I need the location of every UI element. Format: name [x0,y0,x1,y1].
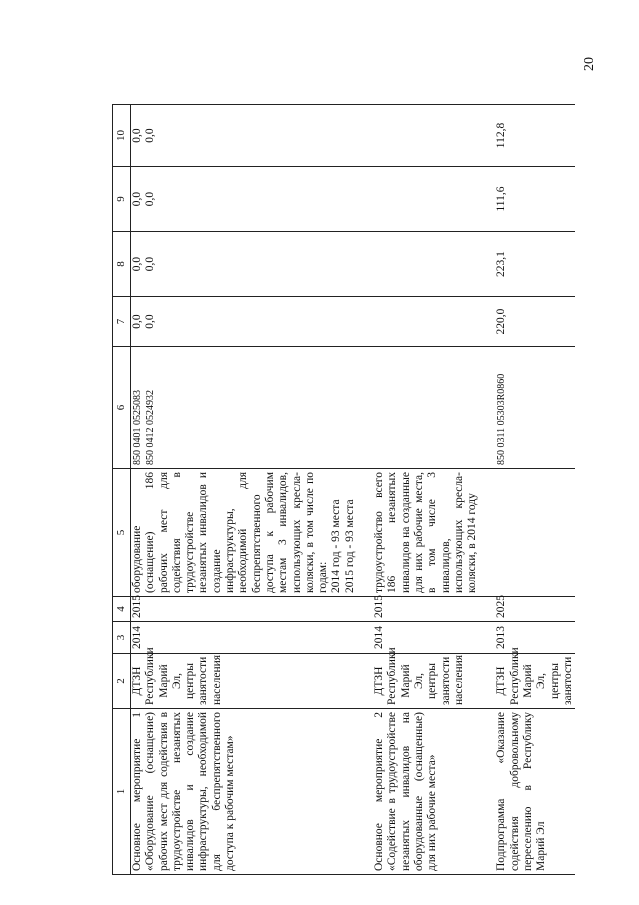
col-header-9: 9 [113,167,131,232]
end-year-cell: 2015 [373,597,495,622]
table-row [373,105,495,875]
amount-cell-7: 220,0 [495,297,575,347]
result-cell [495,469,575,597]
executor-cell: ДТЗН Республики Марий Эл, центры занятости [495,654,575,709]
amount-cell-9 [373,167,495,232]
col-header-2: 2 [113,654,131,709]
start-year-cell: 2014 [131,622,374,654]
start-year-cell: 2013 [495,622,575,654]
amount-cell-9: 111,6 [495,167,575,232]
result-cell: оборудование (оснащение) 186 рабочих мест для содействия в трудоустройстве незанятых инвалидов и создание инфраструктуры, необходимой для беспрепятственного доступа к рабочим местам 3 инвалидов, использующих кресла-коляски, в том числе по годам: 2014 год - 93 места 2015 год - 93 места [131,469,374,597]
rotated-table-wrapper [112,105,622,875]
amount-cell-9: 0,0 0,0 [131,167,374,232]
budget-code-cell: 850 0311 05303R0860 [495,347,575,469]
col-header-8: 8 [113,232,131,297]
amount-cell-10: 0,0 0,0 [131,105,374,167]
col-header-7: 7 [113,297,131,347]
end-year-cell: 2025 [495,597,575,622]
col-header-6: 6 [113,347,131,469]
col-header-4: 4 [113,597,131,622]
page-number: 20 [582,57,597,71]
col-header-3: 3 [113,622,131,654]
col-header-10: 10 [113,105,131,167]
table-row [495,105,575,875]
header-row [113,105,131,875]
col-header-1: 1 [113,709,131,875]
amount-cell-7 [373,297,495,347]
result-cell: трудоустройство всего 186 незанятых инвалидов на созданные для них рабочие места, в том числе 3 инвалидов, использующих кресла-коляски, в 2014 году [373,469,495,597]
amount-cell-8: 223,1 [495,232,575,297]
executor-cell: ДТЗН Республики Марий Эл, центры занятости населения [373,654,495,709]
program-table [112,104,575,875]
activity-name-cell: Основное мероприятие 1 «Оборудование (оснащение) рабочих мест для содействия в трудоустройстве незанятых инвалидов и создание инфраструктуры, необходимой для беспрепятственного доступа к рабочим местам» [131,709,374,875]
end-year-cell: 2015 [131,597,374,622]
amount-cell-7: 0,0 0,0 [131,297,374,347]
executor-cell: ДТЗН Республики Марий Эл, центры занятости населения [131,654,374,709]
table-row [131,105,374,875]
col-header-5: 5 [113,469,131,597]
amount-cell-10: 112,8 [495,105,575,167]
start-year-cell: 2014 [373,622,495,654]
amount-cell-8 [373,232,495,297]
budget-code-cell: 850 0401 0525083 850 0412 0524932 [131,347,374,469]
activity-name-cell: Основное мероприятие 2 «Содействие в трудоустройстве незанятых инвалидов на оборудованные (оснащенные) для них рабочие места» [373,709,495,875]
amount-cell-10 [373,105,495,167]
amount-cell-8: 0,0 0,0 [131,232,374,297]
budget-code-cell [373,347,495,469]
activity-name-cell: Подпрограмма «Оказание содействия добровольному переселению в Республику Марий Эл [495,709,575,875]
